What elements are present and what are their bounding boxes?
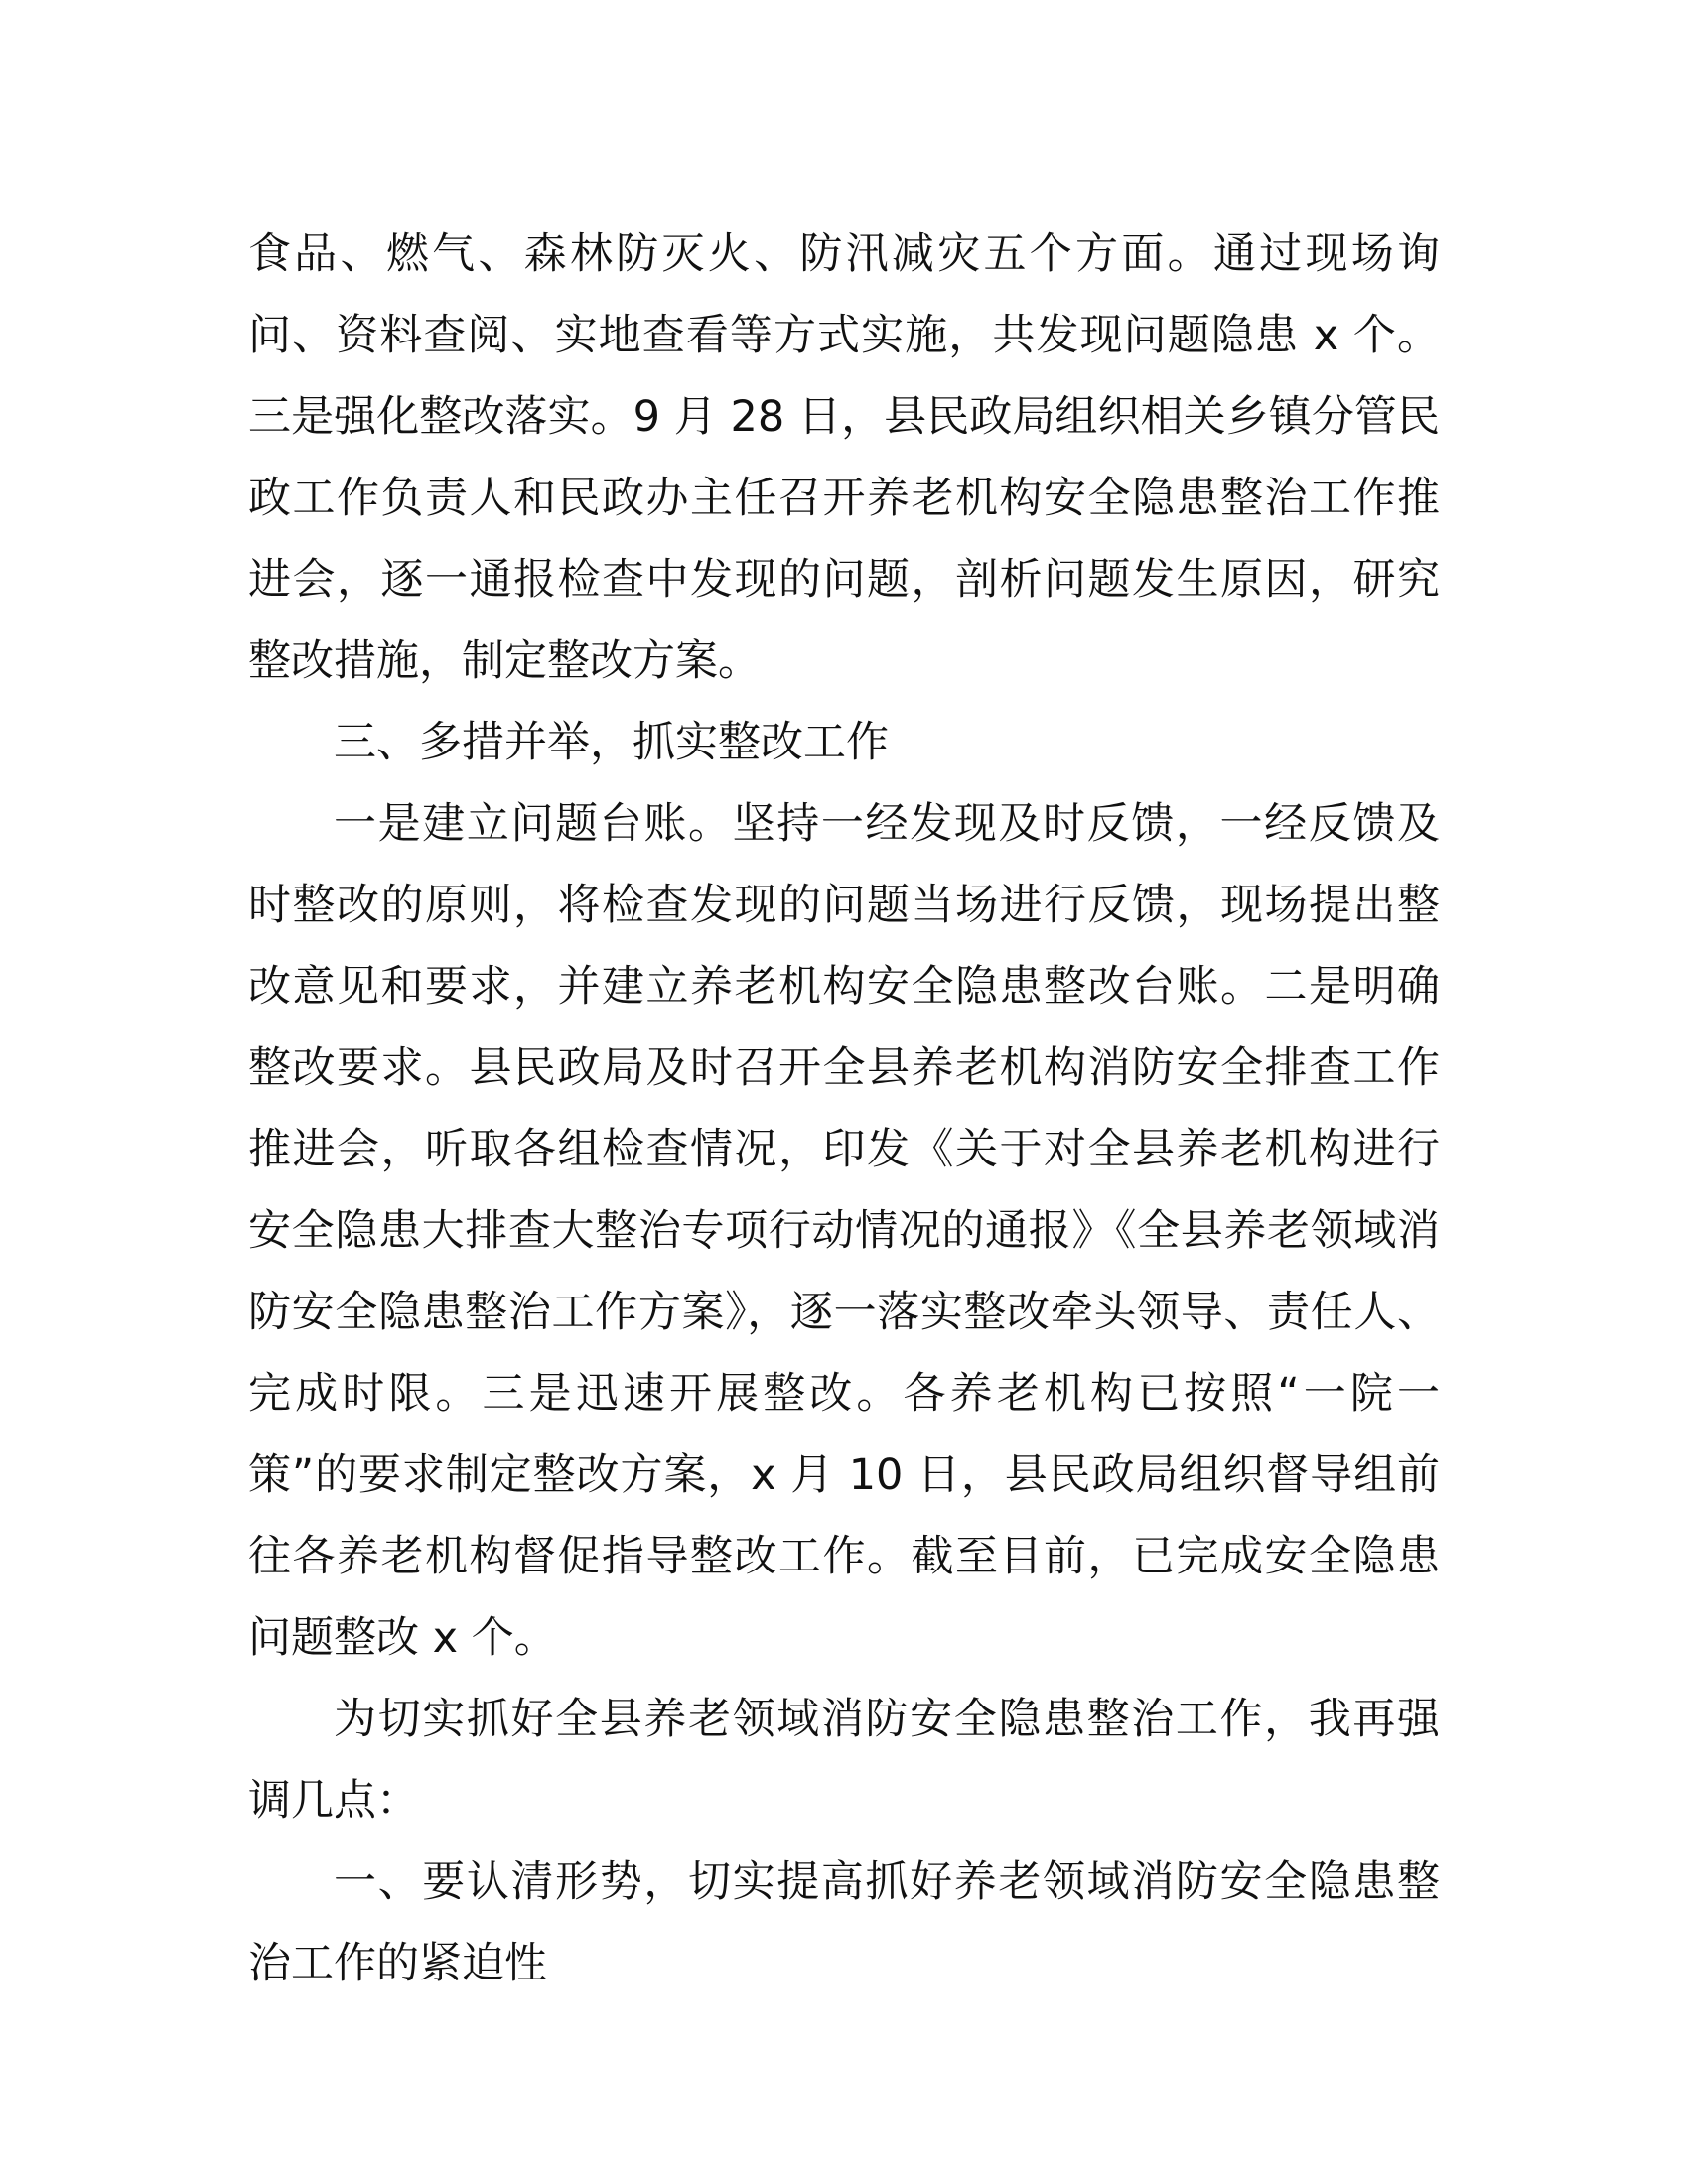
document-body	[248, 213, 1440, 2004]
section-heading-three: 三、多措并举，抓实整改工作	[334, 718, 889, 767]
paragraph-continuation: 食品、燃气、森林防灭火、防汛减灾五个方面。通过现场询问、资料查阅、实地查看等方式实施，共发现问题隐患 x 个。三是强化整改落实。9 月 28 日，县民政局组织相关乡镇分管民政工作负责人和民政办主任召开养老机构安全隐患整治工作推进会，逐一通报检查中发现的问题，剖析问题发生原因，研究整改措施，制定整改方案。	[248, 229, 1440, 686]
point-heading-one: 一、要认清形势，切实提高抓好养老领域消防安全隐患整治工作的紧迫性	[248, 1857, 1440, 1988]
paragraph-emphasis-intro: 为切实抓好全县养老领域消防安全隐患整治工作，我再强调几点：	[248, 1695, 1440, 1826]
paragraph-rectification: 一是建立问题台账。坚持一经发现及时反馈，一经反馈及时整改的原则，将检查发现的问题当场进行反馈，现场提出整改意见和要求，并建立养老机构安全隐患整改台账。二是明确整改要求。县民政局及时召开全县养老机构消防安全排查工作推进会，听取各组检查情况，印发《关于对全县养老机构进行安全隐患大排查大整治专项行动情况的通报》《全县养老领域消防安全隐患整治工作方案》，逐一落实整改牵头领导、责任人、完成时限。三是迅速开展整改。各养老机构已按照“一院一策”的要求制定整改方案，x 月 10 日，县民政局组织督导组前往各养老机构督促指导整改工作。截至目前，已完成安全隐患问题整改 x 个。	[248, 799, 1440, 1663]
